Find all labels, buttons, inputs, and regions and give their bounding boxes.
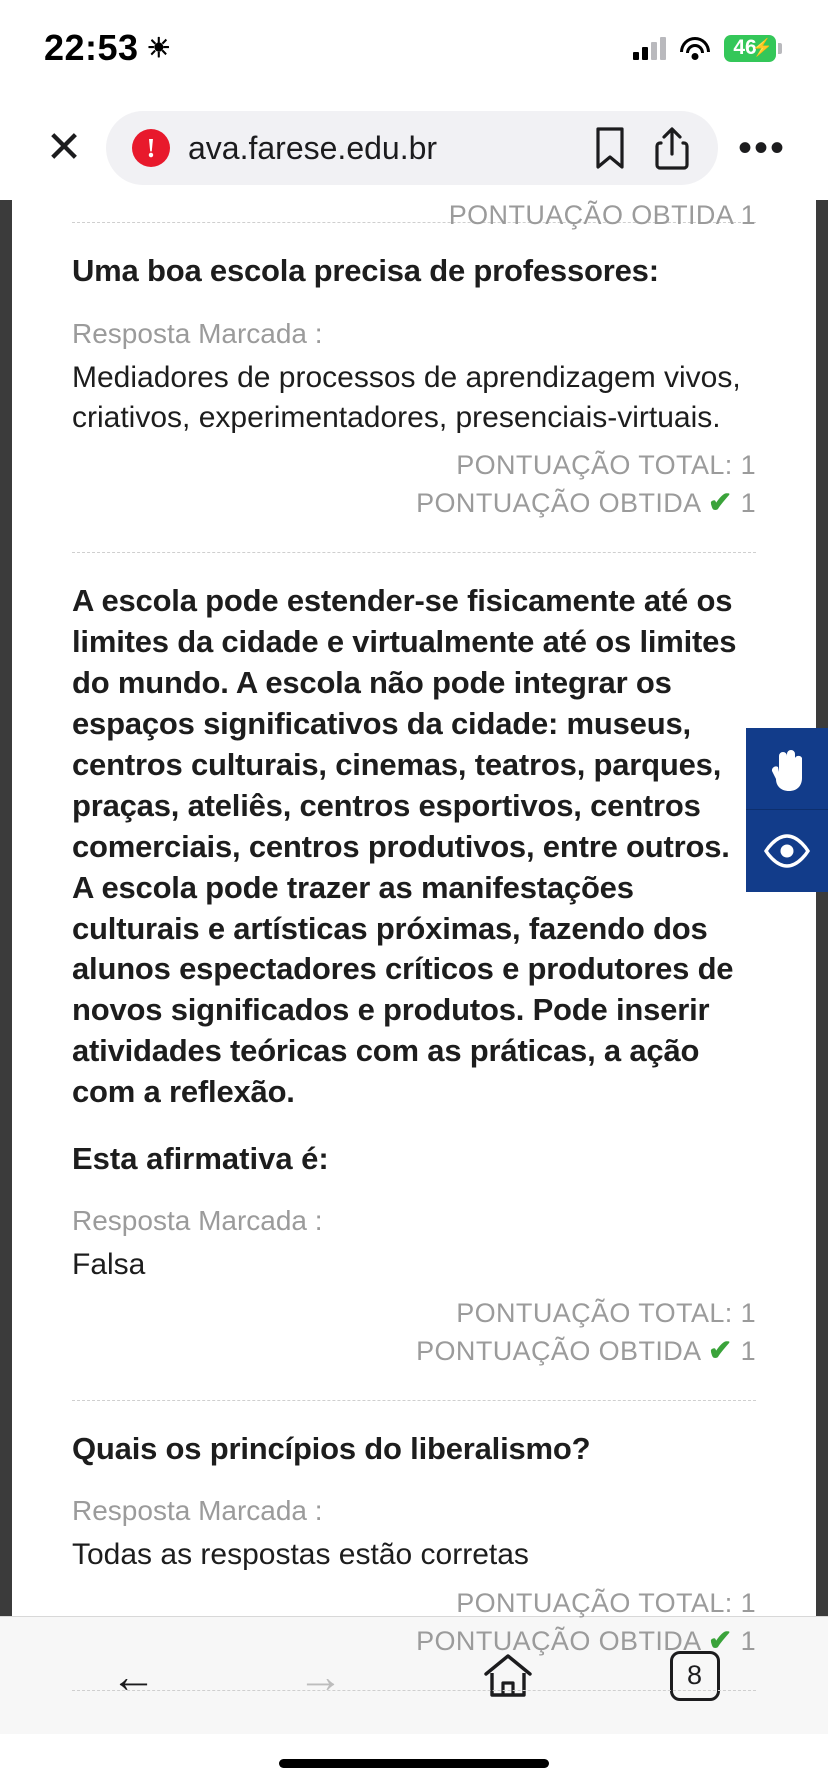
check-icon: ✔ — [707, 1334, 733, 1367]
status-indicators — [633, 35, 782, 62]
close-icon[interactable]: ✕ — [45, 123, 83, 172]
obtained-score-value: 1 — [740, 488, 756, 519]
battery-indicator — [724, 35, 782, 62]
answer-label: Resposta Marcada : — [72, 317, 323, 349]
question-item — [72, 223, 756, 552]
answer-label: Resposta Marcada : — [72, 1495, 323, 1527]
bookmark-icon[interactable] — [588, 125, 632, 171]
tab-count: 8 — [670, 1651, 720, 1701]
obtained-score-label: PONTUAÇÃO OBTIDA — [416, 1625, 701, 1656]
url-bar[interactable] — [106, 111, 718, 185]
battery-level: 46 — [733, 36, 757, 59]
forward-arrow-icon: → — [297, 1649, 344, 1702]
charging-bolt-icon: ⚡ — [751, 38, 773, 57]
question-subtitle: Esta afirmativa é: — [72, 1141, 329, 1177]
total-score-value: 1 — [740, 450, 756, 481]
obtained-score-row — [72, 1333, 756, 1368]
total-score-label: PONTUAÇÃO TOTAL: — [456, 1297, 733, 1328]
total-score-row — [72, 1588, 756, 1619]
total-score-row — [72, 450, 756, 481]
browser-top-bar — [0, 96, 828, 200]
more-options-button[interactable]: ••• — [737, 126, 786, 170]
cellular-signal-icon — [633, 36, 666, 60]
question-title: Uma boa escola precisa de professores: — [72, 253, 659, 288]
answer-text: Mediadores de processos de aprendizagem vivos, criativos, experimentadores, presenciais-virtuais. — [72, 360, 741, 435]
status-bar — [0, 0, 828, 96]
obtained-score-row — [72, 485, 756, 520]
divider — [72, 1690, 756, 1691]
total-score-row — [72, 1298, 756, 1329]
hand-sign-language-icon[interactable] — [746, 728, 828, 810]
share-icon[interactable] — [650, 125, 694, 171]
status-time-group — [44, 27, 171, 69]
question-title: Quais os princípios do liberalismo? — [72, 1430, 591, 1466]
check-icon: ✔ — [707, 487, 733, 520]
total-score-label: PONTUAÇÃO TOTAL: — [456, 1587, 733, 1618]
url-text: ava.farese.edu.br — [188, 129, 438, 166]
cut-off-score-line: PONTUAÇÃO OBTIDA 1 — [448, 200, 756, 230]
obtained-score-label: PONTUAÇÃO OBTIDA — [416, 1335, 701, 1366]
accessibility-widget[interactable] — [746, 728, 828, 892]
check-icon: ✔ — [707, 1624, 733, 1657]
insecure-warning-icon[interactable]: ! — [132, 129, 170, 167]
eye-accessibility-icon[interactable] — [746, 810, 828, 892]
do-not-disturb-icon: ☀ — [146, 32, 172, 63]
quiz-review-page — [12, 200, 816, 1657]
back-arrow-icon: ← — [110, 1649, 157, 1702]
wifi-icon — [680, 37, 710, 60]
web-viewport[interactable] — [0, 200, 828, 1657]
obtained-score-row — [72, 1623, 756, 1658]
obtained-score-label: PONTUAÇÃO OBTIDA — [416, 488, 701, 519]
answer-label: Resposta Marcada : — [72, 1205, 323, 1237]
total-score-value: 1 — [740, 1297, 756, 1328]
status-time: 22:53 — [44, 27, 139, 68]
total-score-value: 1 — [740, 1587, 756, 1618]
answer-text: Falsa — [72, 1248, 146, 1282]
obtained-score-value: 1 — [740, 1335, 756, 1366]
home-indicator-area — [0, 1734, 828, 1792]
question-title: A escola pode estender-se fisicamente até os limites da cidade e virtualmente até os limites do mundo. A escola não pode integrar os espaços significativos da cidade: museus, centros culturais, cinemas, teatros, parques, praças, ateliês, centros esportivos, centros comerciais, centros produtivos, entre outros. A escola pode trazer as manifestações culturais e artísticas próximas, fazendo dos alunos espectadores críticos e produtores de novos significados e produtos. Pode inserir atividades teóricas com as práticas, a ação com a reflexão. — [72, 583, 737, 1110]
question-item — [72, 553, 756, 1399]
obtained-score-value: 1 — [740, 1625, 756, 1656]
total-score-label: PONTUAÇÃO TOTAL: — [456, 450, 733, 481]
question-item — [72, 1401, 756, 1690]
answer-text: Todas as respostas estão corretas — [72, 1538, 529, 1572]
home-indicator[interactable] — [279, 1759, 549, 1768]
